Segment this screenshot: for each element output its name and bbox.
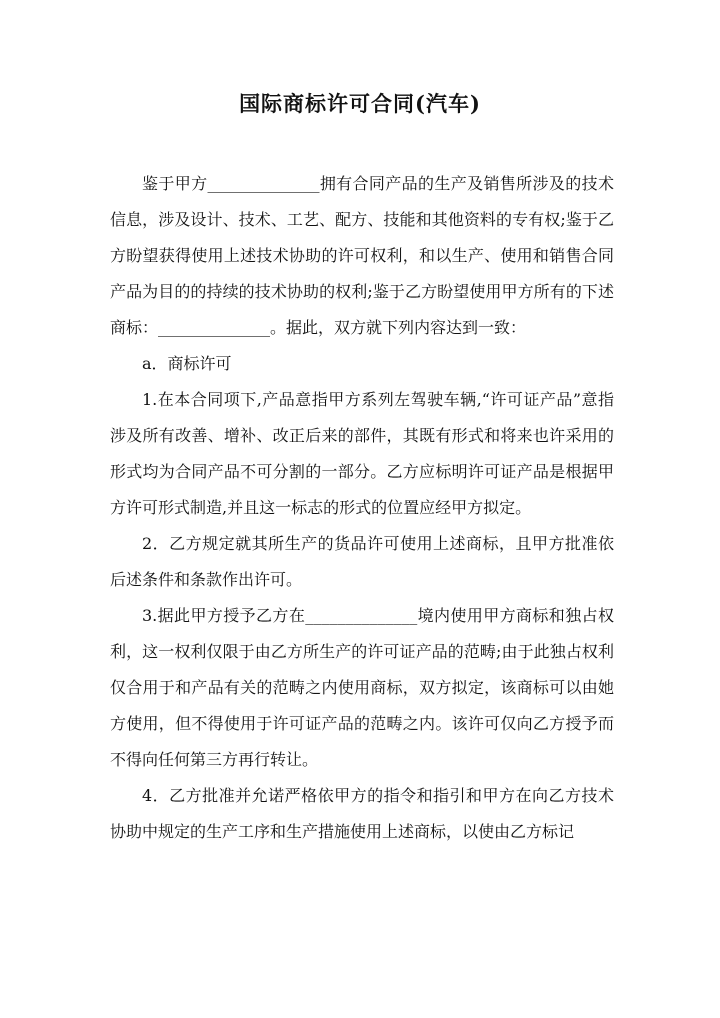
- section-heading-trademark-license: a．商标许可: [142, 354, 232, 373]
- clause-2: 2．乙方规定就其所生产的货品许可使用上述商标，且甲方批准依后述条件和条款作出许可。: [110, 534, 614, 589]
- document-body: [110, 166, 614, 850]
- clause-4: 4．乙方批准并允诺严格依甲方的指令和指引和甲方在向乙方技术协助中规定的生产工序和生产措施使用上述商标，以使由乙方标记: [110, 786, 614, 841]
- clause-3: 3.据此甲方授予乙方在______________境内使用甲方商标和独占权利，这一权利仅限于由乙方所生产的许可证产品的范畴;由于此独占权利仅合用于和产品有关的范畴之内使用商标，双方拟定，该商标可以由她方使用，但不得使用于许可证产品的范畴之内。该许可仅向乙方授予而不得向任何第三方再行转让。: [110, 606, 614, 769]
- document-title: 国际商标许可合同(汽车): [239, 91, 481, 116]
- paragraph-preamble: 鉴于甲方______________拥有合同产品的生产及销售所涉及的技术信息，涉及设计、技术、工艺、配方、技能和其他资料的专有权;鉴于乙方盼望获得使用上述技术协助的许可权利，和以生产、使用和销售合同产品为目的的持续的技术协助的权利;鉴于乙方盼望使用甲方所有的下述商标：______________。据此，双方就下列内容达到一致：: [110, 174, 614, 337]
- clause-1: 1.在本合同项下,产品意指甲方系列左驾驶车辆,“许可证产品”意指涉及所有改善、增补、改正后来的部件，其既有形式和将来也许采用的形式均为合同产品不可分割的一部分。乙方应标明许可证产品是根据甲方许可形式制造,并且这一标志的形式的位置应经甲方拟定。: [110, 390, 614, 517]
